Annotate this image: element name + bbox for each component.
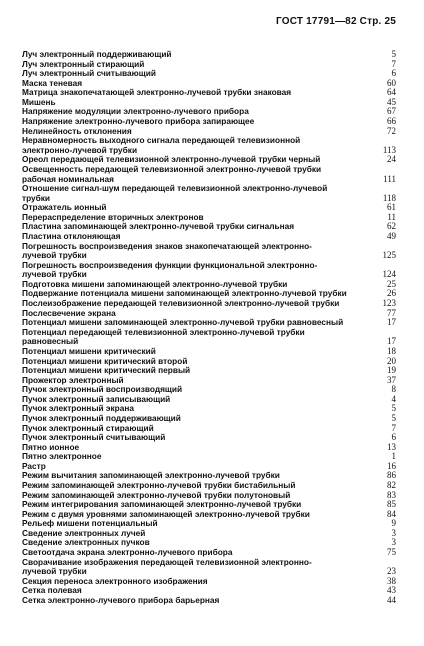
entry-number: 25 <box>387 278 396 289</box>
entry-term: Сворачивание изображения передающей телевизионной электронно- <box>22 556 312 567</box>
entry-term: равновесный <box>22 336 79 347</box>
entry-number: 17 <box>387 336 396 347</box>
entry-number: 66 <box>387 116 396 127</box>
entry-term: Потенциал передающей телевизионной электронно-лучевой трубки <box>22 326 305 337</box>
entry-term: Погрешность воспроизведения функции функциональной электронно- <box>22 259 318 270</box>
entry-number: 111 <box>383 173 396 184</box>
entry-number: 38 <box>387 575 396 586</box>
entry-number: 60 <box>387 77 396 88</box>
entry-term: Потенциал мишени запоминающей электронно-лучевой трубки равновесный <box>22 317 344 328</box>
entry-term: Режим с двумя уровнями запоминающей электронно-лучевой трубки <box>22 508 310 519</box>
entry-term: Нелинейность отклонения <box>22 125 132 136</box>
entry-number: 43 <box>387 585 396 596</box>
entry-term: Погрешность воспроизведения знаков знакопечатающей электронно- <box>22 240 312 251</box>
entry-number: 6 <box>391 68 396 79</box>
entry-term: Потенциал мишени критический <box>22 345 156 356</box>
entry-term: Пучок электронный экрана <box>22 403 134 414</box>
entry-number: 20 <box>387 355 396 366</box>
entry-number: 72 <box>387 125 396 136</box>
entry-number: 24 <box>387 154 396 165</box>
entry-number: 84 <box>387 508 396 519</box>
entry-term: трубки <box>22 192 51 203</box>
entry-number: 1 <box>391 451 396 462</box>
entry-term: Маска теневая <box>22 77 83 88</box>
entry-number: 86 <box>387 470 396 481</box>
entry-number: 75 <box>387 547 396 558</box>
entry-term: Пятно ионное <box>22 441 80 452</box>
entry-term: Луч электронный считывающий <box>22 68 156 79</box>
entry-number: 83 <box>387 489 396 500</box>
index-list <box>22 50 396 606</box>
entry-term: Сведение электронных лучей <box>22 527 146 538</box>
entry-number: 17 <box>387 317 396 328</box>
entry-number: 61 <box>387 202 396 213</box>
entry-number: 6 <box>391 432 396 443</box>
entry-number: 19 <box>387 365 396 376</box>
entry-term: Потенциал мишени критический второй <box>22 355 188 366</box>
entry-term: Отражатель ионный <box>22 202 107 213</box>
entry-number: 64 <box>387 87 396 98</box>
entry-term: Прожектор электронный <box>22 374 124 385</box>
index-entry <box>22 328 396 338</box>
entry-term: Перераспределение вторичных электронов <box>22 211 204 222</box>
entry-number: 118 <box>382 192 396 203</box>
entry-number: 44 <box>387 594 396 605</box>
entry-term: Сетка электронно-лучевого прибора барьерная <box>22 594 220 605</box>
entry-term: Освещенность передающей телевизионной электронно-лучевой трубки <box>22 163 322 174</box>
entry-term: Пучок электронный стирающий <box>22 422 154 433</box>
entry-term: Матрица знакопечатающей электронно-лучевой трубки знаковая <box>22 87 292 98</box>
entry-number: 11 <box>387 211 396 222</box>
entry-number: 5 <box>391 412 396 423</box>
entry-term: рабочая номинальная <box>22 173 114 184</box>
entry-number: 113 <box>382 144 396 155</box>
entry-term: Неравномерность выходного сигнала передающей телевизионной <box>22 135 301 146</box>
entry-number: 9 <box>391 518 396 529</box>
entry-term: лучевой трубки <box>22 269 87 280</box>
entry-number: 8 <box>391 384 396 395</box>
entry-number: 4 <box>391 393 396 404</box>
entry-number: 37 <box>387 374 396 385</box>
entry-term: электронно-лучевой трубки <box>22 144 138 155</box>
entry-number: 26 <box>387 288 396 299</box>
entry-term: Сведение электронных пучков <box>22 537 150 548</box>
entry-term: Сетка полевая <box>22 585 82 596</box>
entry-term: Послесвечение экрана <box>22 307 116 318</box>
entry-term: Луч электронный стирающий <box>22 58 145 69</box>
entry-term: Пластина запоминающей электронно-лучевой трубки сигнальная <box>22 221 295 232</box>
entry-term: Луч электронный поддерживающий <box>22 49 172 59</box>
page-header: ГОСТ 17791—82 Стр. 25 <box>276 16 396 27</box>
entry-term: Пластина отклоняющая <box>22 230 121 241</box>
index-entry <box>22 88 396 98</box>
entry-term: Пятно электронное <box>22 451 102 462</box>
entry-term: Напряжение модуляции электронно-лучевого прибора <box>22 106 249 117</box>
entry-term: Пучок электронный записывающий <box>22 393 171 404</box>
entry-term: Растр <box>22 460 46 471</box>
index-entry <box>22 452 396 462</box>
entry-term: Напряжение электронно-лучевого прибора запирающее <box>22 116 255 127</box>
entry-number: 23 <box>387 566 396 577</box>
entry-number: 18 <box>387 345 396 356</box>
entry-term: Секция переноса электронного изображения <box>22 575 208 586</box>
entry-term: Подвержание потенциала мишени запоминающей электронно-лучевой трубки <box>22 288 347 299</box>
entry-number: 49 <box>387 230 396 241</box>
entry-term: Потенциал мишени критический первый <box>22 365 191 376</box>
entry-number: 5 <box>391 49 396 59</box>
entry-term: Пучок электронный считывающий <box>22 432 166 443</box>
entry-term: Режим интегрирования запоминающей электронно-лучевой трубки <box>22 499 302 510</box>
entry-term: Пучок электронный поддерживающий <box>22 412 181 423</box>
entry-number: 77 <box>387 307 396 318</box>
entry-number: 3 <box>391 527 396 538</box>
entry-term: Рельеф мишени потенциальный <box>22 518 158 529</box>
entry-number: 5 <box>391 403 396 414</box>
entry-number: 16 <box>387 460 396 471</box>
entry-number: 7 <box>391 422 396 433</box>
entry-term: Пучок электронный воспроизводящий <box>22 384 183 395</box>
entry-number: 124 <box>382 269 396 280</box>
entry-term: Режим вычитания запоминающей электронно-лучевой трубки <box>22 470 280 481</box>
index-entry <box>22 184 396 194</box>
entry-term: Светоотдача экрана электронно-лучевого прибора <box>22 547 233 558</box>
entry-term: Послеизображение передающей телевизионной электронно-лучевой трубки <box>22 298 340 309</box>
entry-term: Режим запоминающей электронно-лучевой трубки полутоновый <box>22 489 291 500</box>
entry-number: 13 <box>387 441 396 452</box>
entry-number: 62 <box>387 221 396 232</box>
entry-number: 67 <box>387 106 396 117</box>
entry-term: лучевой трубки <box>22 566 87 577</box>
index-entry <box>22 596 396 606</box>
entry-number: 125 <box>382 250 396 261</box>
entry-term: Отношение сигнал-шум передающей телевизионной электронно-лучевой <box>22 183 328 194</box>
entry-number: 85 <box>387 499 396 510</box>
entry-term: лучевой трубки <box>22 250 87 261</box>
entry-number: 45 <box>387 96 396 107</box>
entry-number: 123 <box>382 298 396 309</box>
entry-number: 3 <box>391 537 396 548</box>
entry-term: Подготовка мишени запоминающей электронно-лучевой трубки <box>22 278 288 289</box>
entry-number: 82 <box>387 480 396 491</box>
entry-term: Ореол передающей телевизионной электронно-лучевой трубки черный <box>22 154 321 165</box>
entry-term: Мишень <box>22 96 56 107</box>
entry-number: 7 <box>391 58 396 69</box>
entry-term: Режим запоминающей электронно-лучевой трубки бистабильный <box>22 480 296 491</box>
